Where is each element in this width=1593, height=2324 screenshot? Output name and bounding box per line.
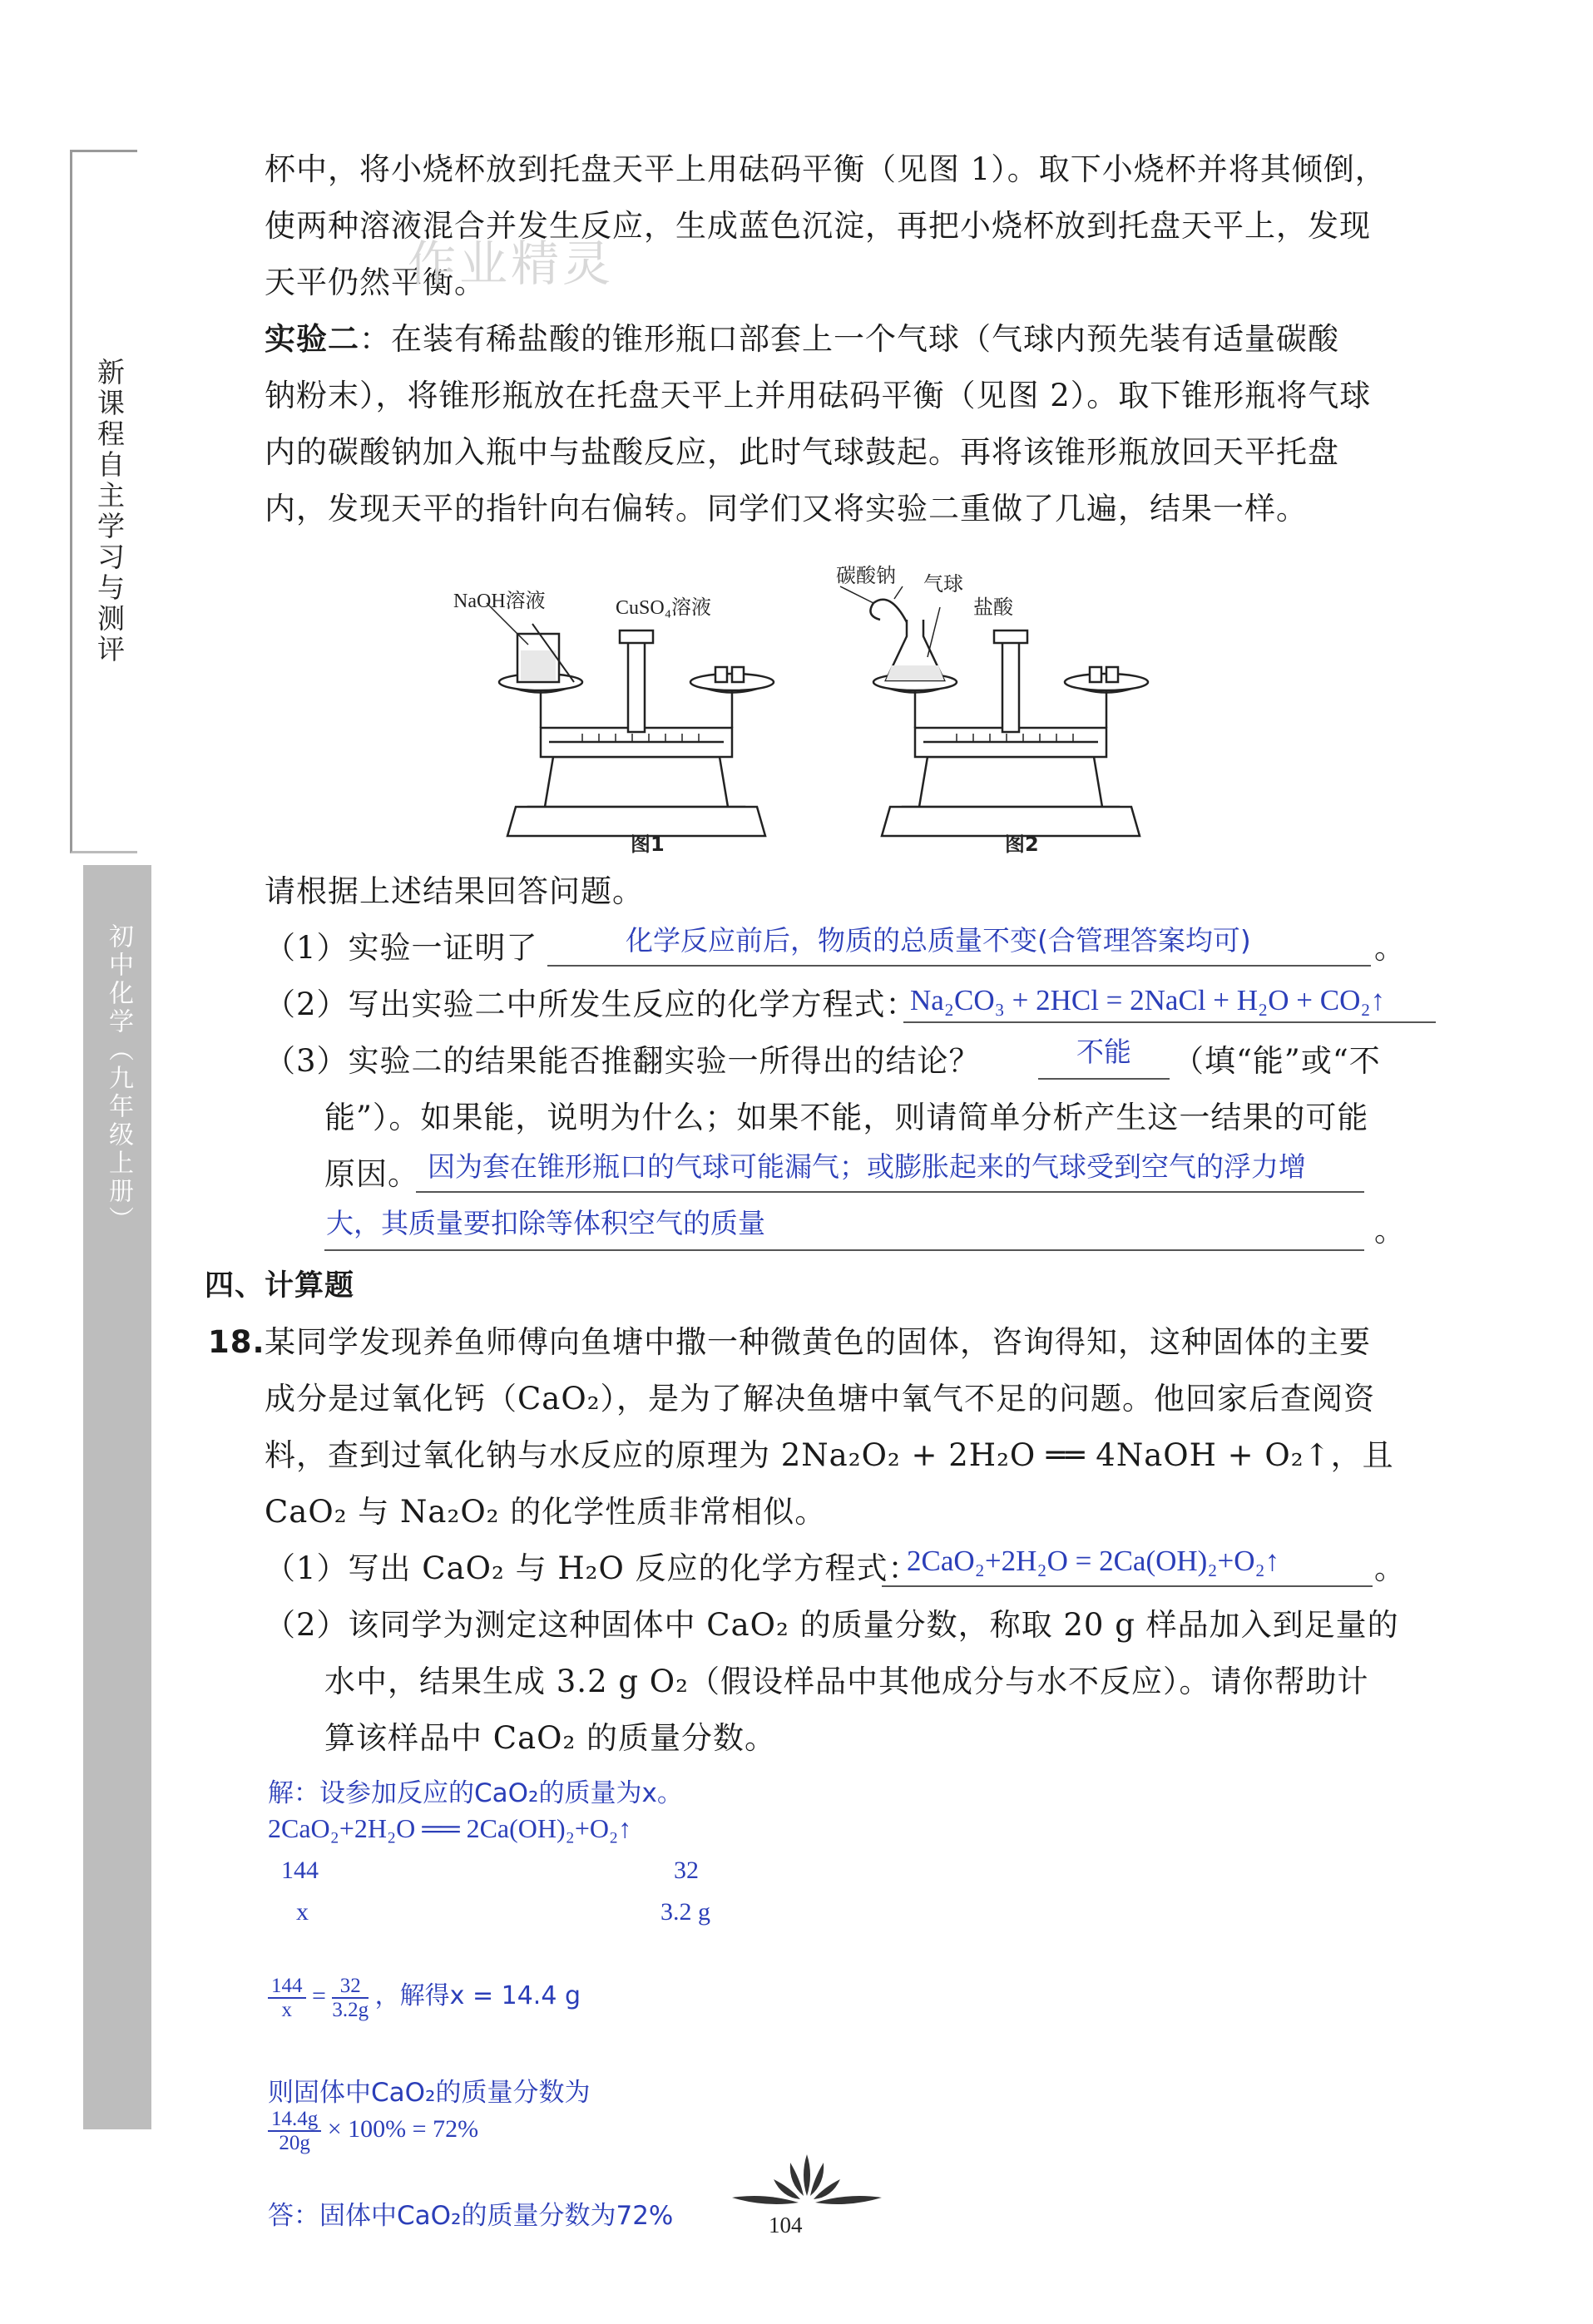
q17-p3-line3: 原因。 <box>324 1156 419 1192</box>
footer-ornament-icon <box>724 2146 890 2221</box>
q17-p3-label: （3）实验二的结果能否推翻实验一所得出的结论？ <box>265 1043 981 1079</box>
q18-line-4: CaO₂ 与 Na₂O₂ 的化学性质非常相似。 <box>265 1494 827 1530</box>
fig1-caption: 图1 <box>631 833 665 856</box>
q17-p2-answer: Na₂CO₃ + 2HCl = 2NaCl + H₂O + CO₂↑ <box>910 984 1386 1016</box>
page-number: 104 <box>769 2213 803 2237</box>
subject-title: 初中化学（九年级上册） <box>104 923 133 1234</box>
solution-intro: 解：设参加反应的CaO₂的质量为x。 <box>268 1778 683 1808</box>
q17-p3-reason-1: 因为套在锥形瓶口的气球可能漏气；或膨胀起来的气球受到空气的浮力增 <box>428 1150 1306 1183</box>
q17-p3-answer: 不能 <box>1076 1036 1131 1068</box>
balance-figures <box>449 557 1198 857</box>
exp2-line-2: 钠粉末），将锥形瓶放在托盘天平上并用砝码平衡（见图 2）。取下锥形瓶将气球 <box>265 378 1372 413</box>
solution-ratio-row <box>268 1971 581 2021</box>
balance-1-diagram <box>487 603 774 836</box>
solve-text: ，解得x = 14.4 g <box>374 1981 581 2010</box>
solution-var-left: x <box>296 1898 309 1926</box>
q18-p2-line-1: （2）该同学为测定这种固体中 CaO₂ 的质量分数，称取 20 g 样品加入到足量的 <box>265 1607 1399 1643</box>
fig2-na2co3-label: 碳酸钠 <box>836 566 896 587</box>
series-title: 新课程自主学习与测评 <box>93 358 126 665</box>
q18-number: 18. <box>208 1324 265 1360</box>
exp2-line-3: 内的碳酸钠加入瓶中与盐酸反应，此时气球鼓起。再将该锥形瓶放回天平托盘 <box>265 434 1339 470</box>
intro-line-2: 使两种溶液混合并发生反应，生成蓝色沉淀，再把小烧杯放到托盘天平上，发现 <box>265 208 1371 244</box>
fraction-32-3.2g: $\frac{32}{3.2g}$ <box>332 1975 369 2022</box>
exp2-line-4: 内，发现天平的指针向右偏转。同学们又将实验二重做了几遍，结果一样。 <box>265 491 1308 527</box>
intro-line-3: 天平仍然平衡。 <box>265 265 486 300</box>
q17-p1-label: （1）实验一证明了 <box>265 930 538 966</box>
fig2-hcl-label: 盐酸 <box>973 597 1013 619</box>
q17-p2-label: （2）写出实验二中所发生反应的化学方程式： <box>265 986 918 1022</box>
fig2-caption: 图2 <box>1005 833 1039 856</box>
percent-text: × 100% = 72% <box>327 2115 479 2143</box>
solution-percent-row <box>268 2104 478 2154</box>
fraction-144-x: $\frac{144}{x}$ <box>268 1975 306 2021</box>
solution-equation: 2CaO₂+2H₂O ══ 2Ca(OH)₂+O₂↑ <box>268 1813 632 1843</box>
solution-var-right: 3.2 g <box>660 1898 710 1926</box>
q17-p3-line2: 能”）。如果能，说明为什么；如果不能，则请简单分析产生这一结果的可能 <box>324 1100 1369 1135</box>
q18-p1-answer: 2CaO₂+2H₂O = 2Ca(OH)₂+O₂↑ <box>907 1545 1280 1577</box>
ratio-equals: = <box>312 1982 326 2010</box>
fig2-balloon-label: 气球 <box>923 574 963 596</box>
q17-p1-answer: 化学反应前后，物质的总质量不变(合管理答案均可) <box>626 924 1251 957</box>
exp2-label: 实验二 <box>265 321 359 357</box>
solution-coef-left: 144 <box>281 1857 319 1884</box>
fig1-cuso4-label: CuSO₄溶液 <box>616 597 712 619</box>
q17-p3-rest: （填“能”或“不 <box>1173 1043 1381 1079</box>
q17-prompt: 请根据上述结果回答问题。 <box>265 873 644 909</box>
intro-line-1: 杯中，将小烧杯放到托盘天平上用砝码平衡（见图 1）。取下小烧杯并将其倾倒， <box>265 151 1387 187</box>
q18-line-3: 料，查到过氧化钠与水反应的原理为 2Na₂O₂ + 2H₂O ══ 4NaOH + O₂↑，且 <box>265 1437 1394 1473</box>
q18-p1-label: （1）写出 CaO₂ 与 H₂O 反应的化学方程式： <box>265 1550 920 1586</box>
q18-p2-line-3: 算该样品中 CaO₂ 的质量分数。 <box>324 1720 777 1756</box>
fig1-naoh-label: NaOH溶液 <box>453 591 546 612</box>
q17-p1-end: 。 <box>1374 930 1406 966</box>
exp2-line-1 <box>265 311 1339 368</box>
q18-p2-line-2: 水中，结果生成 3.2 g O₂（假设样品中其他成分与水不反应）。请你帮助计 <box>324 1664 1369 1699</box>
q17-p3-end: 。 <box>1374 1213 1406 1249</box>
q17-p3-reason-2: 大，其质量要扣除等体积空气的质量 <box>326 1207 765 1239</box>
section4-title: 四、计算题 <box>205 1269 355 1303</box>
exp2-text-1: ：在装有稀盐酸的锥形瓶口部套上一个气球（气球内预先装有适量碳酸 <box>359 321 1339 357</box>
watermark: 作业精灵 <box>408 235 615 292</box>
q18-line-1: 某同学发现养鱼师傅向鱼塘中撒一种微黄色的固体，咨询得知，这种固体的主要 <box>265 1324 1371 1360</box>
solution-answer: 答：固体中CaO₂的质量分数为72% <box>268 2201 674 2231</box>
fraction-14.4g-20g: $\frac{14.4g}{20g}$ <box>268 2108 321 2154</box>
solution-fraction-line: 则固体中CaO₂的质量分数为 <box>268 2078 591 2108</box>
q18-p1-end: 。 <box>1374 1550 1406 1586</box>
q18-line-2: 成分是过氧化钙（CaO₂），是为了解决鱼塘中氧气不足的问题。他回家后查阅资 <box>265 1381 1376 1417</box>
balance-2-diagram <box>840 586 1148 836</box>
solution-coef-right: 32 <box>674 1857 699 1884</box>
